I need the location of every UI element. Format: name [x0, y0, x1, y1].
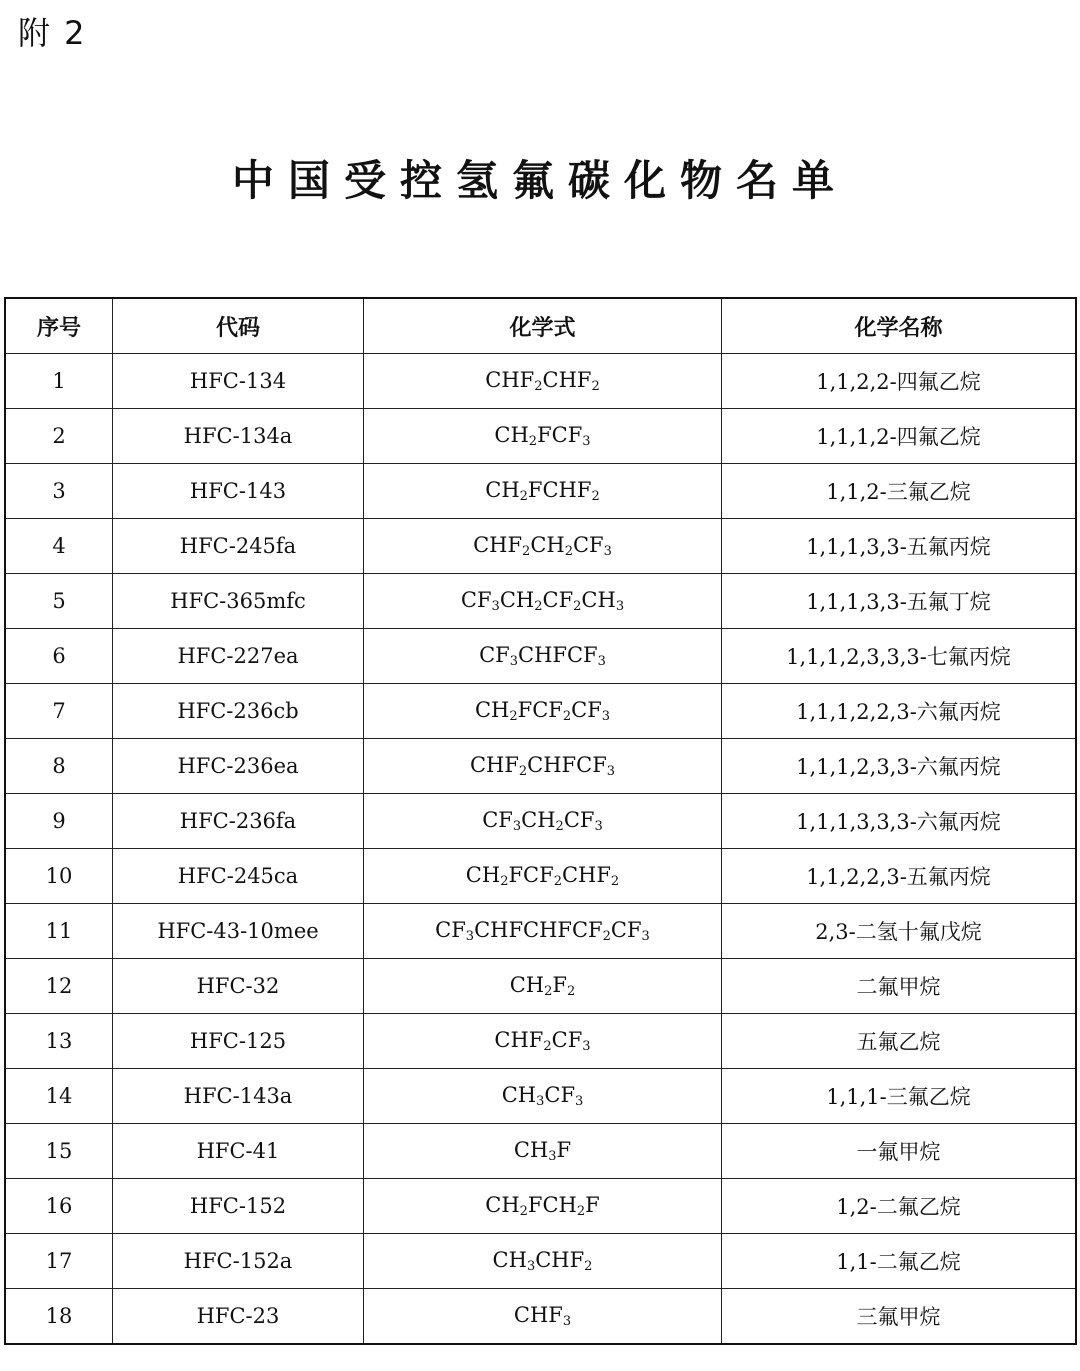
row-code: HFC-152a	[113, 1234, 364, 1289]
row-formula	[364, 1124, 722, 1179]
formula-subscript: 2	[564, 544, 573, 559]
row-code: HFC-152	[113, 1179, 364, 1234]
row-formula	[364, 1289, 722, 1345]
row-formula	[364, 1234, 722, 1289]
formula-subscript: 2	[610, 874, 620, 889]
row-number: 5	[5, 574, 113, 629]
formula-subscript: 2	[519, 1204, 528, 1219]
formula-part: CF	[544, 1083, 576, 1107]
row-number: 15	[5, 1124, 113, 1179]
table-row	[5, 1124, 1076, 1179]
page-title: 中国受控氢氟碳化物名单	[231, 156, 848, 205]
row-formula	[364, 464, 722, 519]
table-row	[5, 519, 1076, 574]
formula-subscript: 2	[500, 874, 509, 889]
row-formula	[364, 849, 722, 904]
formula-part: CHFCHFCF	[474, 918, 603, 942]
formula-subscript: 2	[591, 379, 600, 394]
formula-part: CF	[572, 533, 604, 557]
formula-subscript: 3	[491, 599, 500, 614]
formula-part: FCHF	[527, 478, 592, 502]
formula-subscript: 2	[534, 599, 543, 614]
table-row	[5, 1069, 1076, 1124]
formula-subscript: 3	[641, 929, 650, 944]
formula-part: FCH	[527, 1193, 577, 1217]
row-number: 10	[5, 849, 113, 904]
row-number: 13	[5, 1014, 113, 1069]
row-code: HFC-43-10mee	[113, 904, 364, 959]
formula-part: CH	[465, 863, 501, 887]
row-code: HFC-227ea	[113, 629, 364, 684]
table-row	[5, 1234, 1076, 1289]
formula-subscript: 3	[601, 709, 611, 724]
formula-subscript: 3	[606, 764, 616, 779]
row-chemical-name: 1,1,1,3,3-五氟丁烷	[722, 574, 1077, 629]
row-code: HFC-134	[113, 354, 364, 409]
formula-subscript: 2	[534, 379, 543, 394]
row-formula	[364, 519, 722, 574]
row-chemical-name: 1,1,2,2-四氟乙烷	[722, 354, 1077, 409]
row-chemical-name: 1,1,1,3,3-五氟丙烷	[722, 519, 1077, 574]
row-number: 18	[5, 1289, 113, 1345]
formula-part: FCF	[537, 423, 583, 447]
row-number: 12	[5, 959, 113, 1014]
table-row	[5, 354, 1076, 409]
row-code: HFC-236ea	[113, 739, 364, 794]
table-row	[5, 739, 1076, 794]
row-code: HFC-245ca	[113, 849, 364, 904]
row-code: HFC-134a	[113, 409, 364, 464]
table-row	[5, 409, 1076, 464]
formula-subscript: 2	[518, 764, 528, 779]
row-formula	[364, 684, 722, 739]
formula-part: F	[585, 1193, 600, 1217]
formula-subscript: 2	[528, 434, 538, 449]
row-code: HFC-245fa	[113, 519, 364, 574]
header-formula: 化学式	[364, 298, 722, 354]
row-chemical-name: 1,2-二氟乙烷	[722, 1179, 1077, 1234]
row-number: 9	[5, 794, 113, 849]
formula-part: CHFCF	[518, 643, 598, 667]
table-row	[5, 464, 1076, 519]
formula-part: CH	[485, 1193, 520, 1217]
row-number: 17	[5, 1234, 113, 1289]
row-chemical-name: 1,1,1,2-四氟乙烷	[722, 409, 1077, 464]
row-code: HFC-32	[113, 959, 364, 1014]
formula-part: CHF	[561, 863, 611, 887]
row-chemical-name: 1,1,1,2,3,3,3-七氟丙烷	[722, 629, 1077, 684]
formula-part: CF	[610, 918, 642, 942]
formula-part: CHF	[542, 368, 592, 392]
row-code: HFC-143	[113, 464, 364, 519]
formula-subscript: 3	[536, 1094, 545, 1109]
row-chemical-name: 1,1,2-三氟乙烷	[722, 464, 1077, 519]
row-number: 14	[5, 1069, 113, 1124]
formula-subscript: 2	[573, 599, 582, 614]
row-formula	[364, 354, 722, 409]
row-number: 16	[5, 1179, 113, 1234]
table-body	[5, 354, 1076, 1345]
formula-part: CHF	[494, 1028, 544, 1052]
table-row	[5, 904, 1076, 959]
formula-part: FCF	[517, 698, 563, 722]
row-formula	[364, 1014, 722, 1069]
formula-subscript: 3	[594, 819, 603, 834]
row-formula	[364, 574, 722, 629]
table-row	[5, 574, 1076, 629]
formula-part: CHF	[469, 753, 519, 777]
row-formula	[364, 794, 722, 849]
row-chemical-name: 三氟甲烷	[722, 1289, 1077, 1345]
formula-part: CF	[571, 698, 602, 722]
table-row	[5, 1014, 1076, 1069]
formula-subscript: 2	[555, 819, 564, 834]
formula-subscript: 3	[509, 654, 519, 669]
formula-subscript: 2	[553, 874, 562, 889]
formula-subscript: 3	[597, 654, 606, 669]
formula-part: CH	[521, 808, 556, 832]
row-chemical-name: 五氟乙烷	[722, 1014, 1077, 1069]
row-code: HFC-236cb	[113, 684, 364, 739]
formula-part: CHF	[535, 1248, 585, 1272]
row-chemical-name: 二氟甲烷	[722, 959, 1077, 1014]
formula-part: CF	[551, 1028, 583, 1052]
formula-subscript: 3	[512, 819, 522, 834]
row-number: 2	[5, 409, 113, 464]
formula-part: CH	[492, 1248, 527, 1272]
header-code: 代码	[113, 298, 364, 354]
formula-subscript: 2	[566, 984, 576, 999]
row-number: 7	[5, 684, 113, 739]
row-formula	[364, 904, 722, 959]
formula-subscript: 3	[575, 1094, 584, 1109]
formula-subscript: 2	[602, 929, 611, 944]
row-code: HFC-41	[113, 1124, 364, 1179]
annex-label: 附 2	[18, 14, 87, 52]
row-number: 3	[5, 464, 113, 519]
formula-subscript: 2	[584, 1259, 593, 1274]
row-formula	[364, 1179, 722, 1234]
row-code: HFC-125	[113, 1014, 364, 1069]
formula-part: CH	[581, 588, 616, 612]
formula-part: CF	[479, 643, 510, 667]
row-formula	[364, 739, 722, 794]
formula-subscript: 2	[591, 489, 600, 504]
table-row	[5, 1179, 1076, 1234]
formula-part: CHF	[473, 533, 523, 557]
formula-part: CH	[494, 423, 529, 447]
formula-subscript: 2	[543, 1039, 552, 1054]
formula-part: CH	[530, 533, 565, 557]
table-row	[5, 684, 1076, 739]
row-number: 1	[5, 354, 113, 409]
formula-part: CHF	[485, 368, 535, 392]
header-no: 序号	[5, 298, 113, 354]
formula-part: FCF	[508, 863, 554, 887]
row-number: 8	[5, 739, 113, 794]
row-chemical-name: 1,1,1,3,3,3-六氟丙烷	[722, 794, 1077, 849]
formula-subscript: 3	[582, 1039, 591, 1054]
formula-subscript: 3	[548, 1149, 557, 1164]
row-chemical-name: 1,1-二氟乙烷	[722, 1234, 1077, 1289]
formula-part: CF	[435, 918, 466, 942]
table-row	[5, 959, 1076, 1014]
row-number: 4	[5, 519, 113, 574]
formula-subscript: 2	[519, 489, 528, 504]
row-formula	[364, 409, 722, 464]
formula-subscript: 2	[544, 984, 553, 999]
formula-subscript: 3	[465, 929, 475, 944]
formula-subscript: 2	[522, 544, 531, 559]
formula-part: CF	[542, 588, 574, 612]
formula-part: CH	[499, 588, 535, 612]
formula-part: CH	[513, 1138, 549, 1162]
formula-part: CH	[485, 478, 520, 502]
header-row	[5, 298, 1076, 354]
formula-subscript: 2	[509, 709, 518, 724]
table-row	[5, 794, 1076, 849]
header-chemical-name: 化学名称	[722, 298, 1077, 354]
formula-part: CH	[501, 1083, 537, 1107]
row-formula	[364, 629, 722, 684]
row-number: 6	[5, 629, 113, 684]
formula-part: CF	[482, 808, 513, 832]
formula-part: CH	[474, 698, 510, 722]
formula-subscript: 3	[562, 1314, 572, 1329]
row-formula	[364, 959, 722, 1014]
row-formula	[364, 1069, 722, 1124]
row-chemical-name: 2,3-二氢十氟戊烷	[722, 904, 1077, 959]
formula-subscript: 2	[562, 709, 572, 724]
formula-subscript: 3	[615, 599, 625, 614]
hfc-table	[4, 297, 1077, 1345]
formula-part: CF	[563, 808, 595, 832]
table-row	[5, 629, 1076, 684]
table-row	[5, 1289, 1076, 1345]
formula-part: CHF	[513, 1303, 563, 1327]
row-number: 11	[5, 904, 113, 959]
formula-part: F	[556, 1138, 572, 1162]
row-chemical-name: 1,1,1-三氟乙烷	[722, 1069, 1077, 1124]
table-header	[5, 298, 1076, 354]
formula-subscript: 3	[526, 1259, 536, 1274]
formula-subscript: 3	[603, 544, 612, 559]
formula-part: CH	[509, 973, 545, 997]
table-row	[5, 849, 1076, 904]
row-chemical-name: 1,1,1,2,3,3-六氟丙烷	[722, 739, 1077, 794]
row-chemical-name: 1,1,2,2,3-五氟丙烷	[722, 849, 1077, 904]
formula-subscript: 2	[576, 1204, 586, 1219]
row-chemical-name: 一氟甲烷	[722, 1124, 1077, 1179]
formula-part: CHFCF	[527, 753, 607, 777]
row-code: HFC-236fa	[113, 794, 364, 849]
formula-subscript: 3	[582, 434, 591, 449]
formula-part: CF	[460, 588, 492, 612]
row-code: HFC-143a	[113, 1069, 364, 1124]
formula-part: F	[552, 973, 567, 997]
row-chemical-name: 1,1,1,2,2,3-六氟丙烷	[722, 684, 1077, 739]
row-code: HFC-23	[113, 1289, 364, 1345]
row-code: HFC-365mfc	[113, 574, 364, 629]
